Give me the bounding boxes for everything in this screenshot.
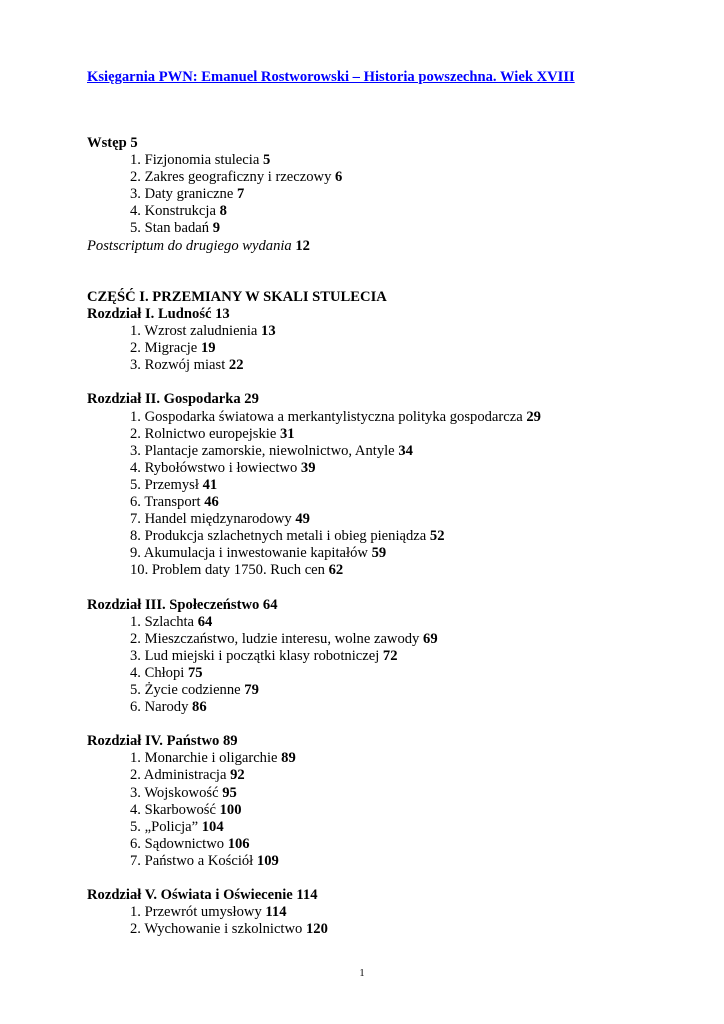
- toc-item: 2. Mieszczaństwo, ludzie interesu, wolne zawody 69: [130, 630, 438, 647]
- page-number: 1: [359, 968, 365, 979]
- toc-item: 4. Skarbowość 100: [130, 801, 242, 818]
- toc-item: 5. Stan badań 9: [130, 220, 220, 237]
- toc-item: 3. Lud miejski i początki klasy robotniczej 72: [130, 647, 398, 664]
- toc-item: 3. Plantacje zamorskie, niewolnictwo, Antyle 34: [130, 442, 413, 459]
- toc-item: 6. Transport 46: [130, 493, 219, 510]
- toc-item: 2. Wychowanie i szkolnictwo 120: [130, 921, 328, 938]
- chapter-heading: Rozdział II. Gospodarka 29: [87, 391, 259, 408]
- toc-item: 3. Wojskowość 95: [130, 784, 237, 801]
- part-title: CZĘŚĆ I. PRZEMIANY W SKALI STULECIA: [87, 288, 387, 305]
- toc-item: 1. Szlachta 64: [130, 613, 213, 630]
- toc-item: 4. Chłopi 75: [130, 664, 203, 681]
- toc-item: 5. Życie codzienne 79: [130, 682, 259, 698]
- toc-item: 1. Fizjonomia stulecia 5: [130, 152, 271, 169]
- toc-item: 10. Problem daty 1750. Ruch cen 62: [130, 562, 344, 579]
- toc-item: 1. Przewrót umysłowy 114: [130, 904, 287, 921]
- chapter-heading: Rozdział IV. Państwo 89: [87, 733, 238, 750]
- postscript-item: Postscriptum do drugiego wydania 12: [87, 237, 310, 254]
- toc-item: 6. Narody 86: [130, 699, 207, 716]
- chapter-heading: Rozdział III. Społeczeństwo 64: [87, 596, 278, 613]
- toc-item: 9. Akumulacja i inwestowanie kapitałów 59: [130, 545, 387, 562]
- toc-item: 6. Sądownictwo 106: [130, 835, 250, 852]
- toc-item: 7. Państwo a Kościół 109: [130, 852, 279, 869]
- toc-item: 3. Rozwój miast 22: [130, 357, 244, 374]
- toc-item: 5. „Policja” 104: [130, 818, 224, 835]
- toc-item: 4. Konstrukcja 8: [130, 203, 227, 220]
- toc-item: 2. Zakres geograficzny i rzeczowy 6: [130, 169, 343, 186]
- toc-item: 4. Rybołówstwo i łowiectwo 39: [130, 459, 316, 476]
- toc-item: 5. Przemysł 41: [130, 476, 218, 493]
- toc-item: 7. Handel międzynarodowy 49: [130, 511, 310, 528]
- toc-item: 2. Rolnictwo europejskie 31: [130, 425, 295, 442]
- chapter-heading: Rozdział V. Oświata i Oświecenie 114: [87, 887, 318, 904]
- toc-item: 3. Daty graniczne 7: [130, 186, 245, 203]
- toc-item: 1. Wzrost zaludnienia 13: [130, 323, 276, 340]
- table-of-contents: [87, 135, 687, 938]
- toc-item: 1. Monarchie i oligarchie 89: [130, 750, 296, 767]
- toc-item: 2. Migracje 19: [130, 340, 216, 357]
- toc-item: 1. Gospodarka światowa a merkantylistyczna polityka gospodarcza 29: [130, 408, 541, 425]
- header-link[interactable]: Księgarnia PWN: Emanuel Rostworowski – Historia powszechna. Wiek XVIII: [87, 69, 575, 85]
- intro-heading: Wstęp 5: [87, 135, 138, 151]
- chapter-heading: Rozdział I. Ludność 13: [87, 305, 230, 322]
- toc-item: 2. Administracja 92: [130, 767, 245, 784]
- toc-item: 8. Produkcja szlachetnych metali i obieg pieniądza 52: [130, 528, 445, 545]
